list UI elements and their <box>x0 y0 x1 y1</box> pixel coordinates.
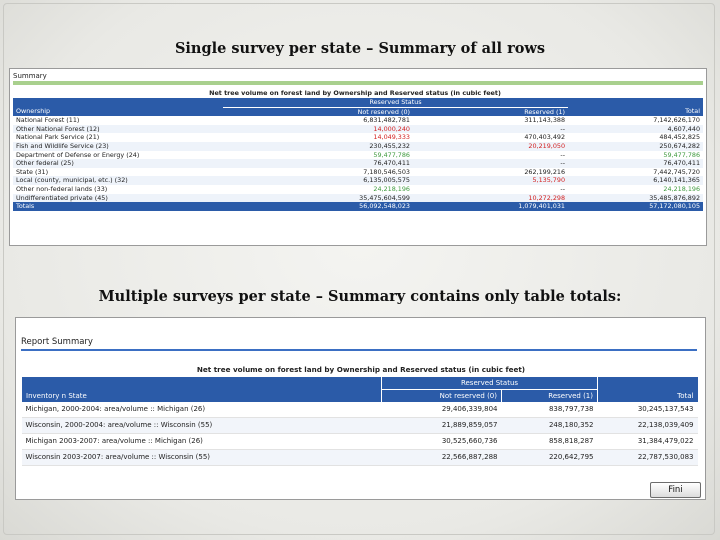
cell-total: 22,138,039,409 <box>598 418 698 434</box>
row-label: National Park Service (21) <box>16 133 100 142</box>
table-caption: Net tree volume on forest land by Ownership and Reserved status (in cubic feet) <box>196 365 526 374</box>
slide-heading-bottom: Multiple surveys per state – Summary contains only table totals: <box>98 288 622 305</box>
cell-total: 7,442,745,720 <box>653 167 701 176</box>
cell-reserved: -- <box>560 150 566 159</box>
cell-not-reserved: 35,475,604,599 <box>223 194 413 203</box>
cell-not-reserved: 14,049,333 <box>373 133 410 142</box>
table-row <box>13 194 703 203</box>
reserved-status-header: Reserved Status <box>223 98 568 107</box>
table-row <box>13 176 703 185</box>
row-label: Michigan 2003-2007: area/volume :: Michigan (26) <box>22 434 382 450</box>
finish-button[interactable]: Fini <box>650 482 701 498</box>
reserved-status-header: Reserved Status <box>382 377 598 390</box>
cell-not-reserved: 6,135,005,575 <box>223 176 413 185</box>
row-label: Department of Defense or Energy (24) <box>16 150 140 159</box>
cell-total: 31,384,479,022 <box>598 434 698 450</box>
table-row <box>13 159 703 168</box>
cell-reserved: -- <box>560 184 566 193</box>
row-label: Wisconsin, 2000-2004: area/volume :: Wisconsin (55) <box>22 418 382 434</box>
cell-not-reserved: 7,180,546,503 <box>363 167 410 176</box>
cell-reserved: 470,403,492 <box>524 133 566 142</box>
row-label: Undifferentiated private (45) <box>13 194 223 203</box>
title-rule <box>21 349 697 351</box>
cell-reserved: 262,199,216 <box>524 167 566 176</box>
cell-not-reserved: 30,525,660,736 <box>382 434 502 450</box>
cell-reserved: 311,143,388 <box>524 116 566 125</box>
total-not-reserved: 56,092,548,023 <box>223 202 413 211</box>
table-row <box>22 402 698 418</box>
cell-not-reserved: 230,455,232 <box>223 142 413 151</box>
row-label: Local (county, municipal, etc.) (32) <box>13 176 223 185</box>
row-label: Wisconsin 2003-2007: area/volume :: Wisconsin (55) <box>22 450 382 466</box>
cell-not-reserved: 6,831,482,781 <box>363 116 410 125</box>
column-header-total[interactable]: Total <box>568 107 703 116</box>
cell-not-reserved: 21,889,859,057 <box>382 418 502 434</box>
cell-reserved: -- <box>413 159 568 168</box>
cell-total: 30,245,137,543 <box>598 402 698 418</box>
table-caption: Net tree volume on forest land by Ownership and Reserved status (in cubic feet) <box>209 89 501 97</box>
table-row <box>13 125 703 134</box>
column-header-not-reserved[interactable]: Not reserved (0) <box>223 107 413 116</box>
totals-label: Totals <box>13 202 223 211</box>
cell-reserved: -- <box>413 125 568 134</box>
panel-title: Report Summary <box>21 337 93 347</box>
table-row <box>13 133 703 142</box>
table-row <box>22 418 698 434</box>
summary-panel-single <box>9 68 707 246</box>
table-header-spacer <box>22 377 382 390</box>
row-label: Michigan, 2000-2004: area/volume :: Michigan (26) <box>22 402 382 418</box>
column-header-total[interactable]: Total <box>598 390 698 403</box>
table-header-spacer <box>598 377 698 390</box>
cell-not-reserved: 14,000,240 <box>223 125 413 134</box>
table-row <box>13 116 703 125</box>
table-row <box>22 450 698 466</box>
cell-reserved: 858,818,287 <box>502 434 598 450</box>
cell-reserved: 20,219,050 <box>413 142 568 151</box>
cell-total: 484,452,825 <box>659 133 701 142</box>
totals-row <box>13 202 703 211</box>
cell-total: 59,477,786 <box>663 150 701 159</box>
cell-reserved: 220,642,795 <box>502 450 598 466</box>
cell-not-reserved: 22,566,887,288 <box>382 450 502 466</box>
column-header-not-reserved[interactable]: Not reserved (0) <box>382 390 502 403</box>
table-header-spacer <box>13 98 223 107</box>
cell-total: 7,142,626,170 <box>653 116 701 125</box>
total-reserved: 1,079,401,031 <box>413 202 568 211</box>
row-label: Other non-federal lands (33) <box>16 184 108 193</box>
cell-reserved: 248,180,352 <box>502 418 598 434</box>
cell-total: 250,674,282 <box>568 142 703 151</box>
cell-not-reserved: 59,477,786 <box>373 150 410 159</box>
cell-total: 22,787,530,083 <box>598 450 698 466</box>
inventory-summary-table <box>21 377 698 466</box>
row-label: National Forest (11) <box>16 116 80 125</box>
cell-total: 24,218,196 <box>663 184 701 193</box>
cell-total: 35,485,876,892 <box>568 194 703 203</box>
slide-heading-top: Single survey per state – Summary of all rows <box>174 40 546 57</box>
row-label: State (31) <box>16 167 49 176</box>
total-total: 57,172,080,105 <box>568 202 703 211</box>
table-row <box>22 434 698 450</box>
row-label: Other federal (25) <box>13 159 223 168</box>
title-underline <box>13 81 703 85</box>
column-header-reserved[interactable]: Reserved (1) <box>502 390 598 403</box>
table-header-spacer <box>568 98 703 107</box>
cell-total: 4,607,440 <box>568 125 703 134</box>
cell-not-reserved: 29,406,339,804 <box>382 402 502 418</box>
panel-title: Summary <box>13 72 47 80</box>
ownership-summary-table <box>13 98 703 211</box>
table-row <box>13 168 703 177</box>
row-label: Fish and Wildlife Service (23) <box>13 142 223 151</box>
column-header-reserved[interactable]: Reserved (1) <box>413 107 568 116</box>
cell-not-reserved: 76,470,411 <box>223 159 413 168</box>
column-header-inventory[interactable]: Inventory n State <box>22 390 382 403</box>
table-row <box>13 151 703 160</box>
cell-reserved: 838,797,738 <box>502 402 598 418</box>
table-row <box>13 185 703 194</box>
cell-not-reserved: 24,218,196 <box>373 184 410 193</box>
row-label: Other National Forest (12) <box>13 125 223 134</box>
cell-reserved: 5,135,790 <box>413 176 568 185</box>
cell-total: 6,140,141,365 <box>568 176 703 185</box>
cell-total: 76,470,411 <box>568 159 703 168</box>
cell-reserved: 10,272,298 <box>413 194 568 203</box>
report-summary-panel <box>15 317 706 500</box>
column-header-ownership[interactable]: Ownership <box>13 107 223 116</box>
table-row <box>13 142 703 151</box>
